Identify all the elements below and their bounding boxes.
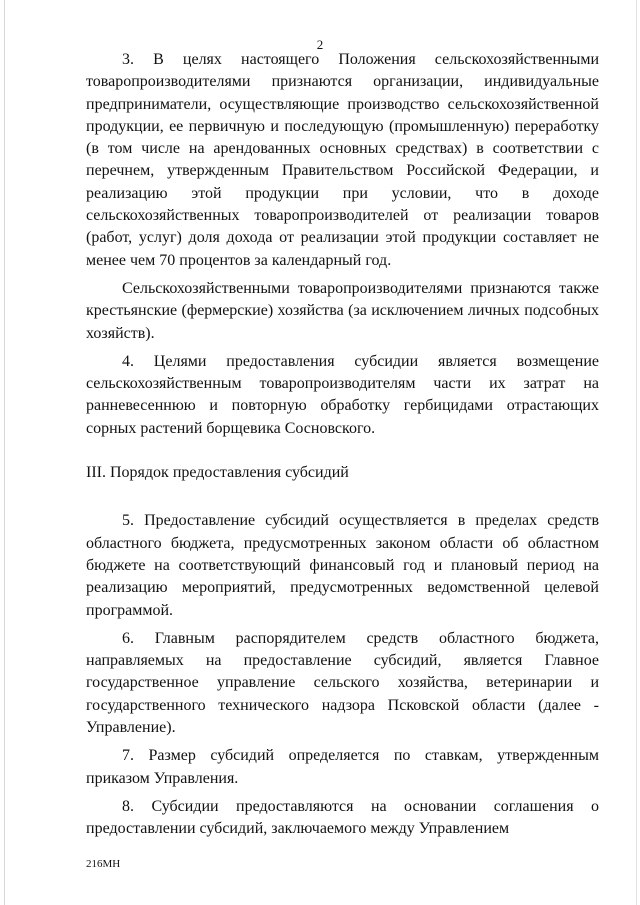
- paragraph-item-3: 3. В целях настоящего Положения сельскохозяйственными товаропроизводителями признаются организации, индивидуальные предприниматели, осуществляющие производство сельскохозяйственной продукции, ее первичную и последующую (промышленную) переработку (в том числе на арендованных основных средствах) в соответствии с перечнем, утвержденным Правительством Российской Федерации, и реализацию этой продукции при условии, что в доходе сельскохозяйственных товаропроизводителей от реализации товаров (работ, услуг) доля дохода от реализации этой продукции составляет не менее чем 70 процентов за календарный год.: [86, 51, 599, 269]
- page-edge-left: [4, 0, 5, 905]
- document-body: [86, 49, 599, 841]
- paragraph-item-4: 4. Целями предоставления субсидии является возмещение сельскохозяйственным товаропроизводителям части их затрат на ранневесеннюю и повторную обработку гербицидами отрастающих сорных растений борщевика Сосновского.: [86, 352, 599, 437]
- paragraph-item-6: 6. Главным распорядителем средств областного бюджета, направляемых на предоставление субсидий, является Главное государственное управление сельского хозяйства, ветеринарии и государственного технического надзора Псковской области (далее - Управление).: [86, 629, 599, 737]
- section-heading: III. Порядок предоставления субсидий: [86, 464, 349, 482]
- page-number: 2: [316, 37, 324, 52]
- document-code: 216МН: [86, 858, 121, 870]
- paragraph-item-8: 8. Субсидии предоставляются на основании соглашения о предоставлении субсидий, заключаемого между Управлением: [86, 797, 599, 838]
- paragraph-farms: Сельскохозяйственными товаропроизводителями признаются также крестьянские (фермерские) хозяйства (за исключением личных подсобных хозяйств).: [86, 279, 599, 342]
- paragraph-item-7: 7. Размер субсидий определяется по ставкам, утвержденным приказом Управления.: [86, 747, 599, 787]
- paragraph-item-5: 5. Предоставление субсидий осуществляется в пределах средств областного бюджета, предусмотренных законом области об областном бюджете на соответствующий финансовый год и плановый период на реализацию мероприятий, предусмотренных ведомственной целевой программой.: [86, 512, 599, 619]
- page-edge-right: [636, 0, 637, 905]
